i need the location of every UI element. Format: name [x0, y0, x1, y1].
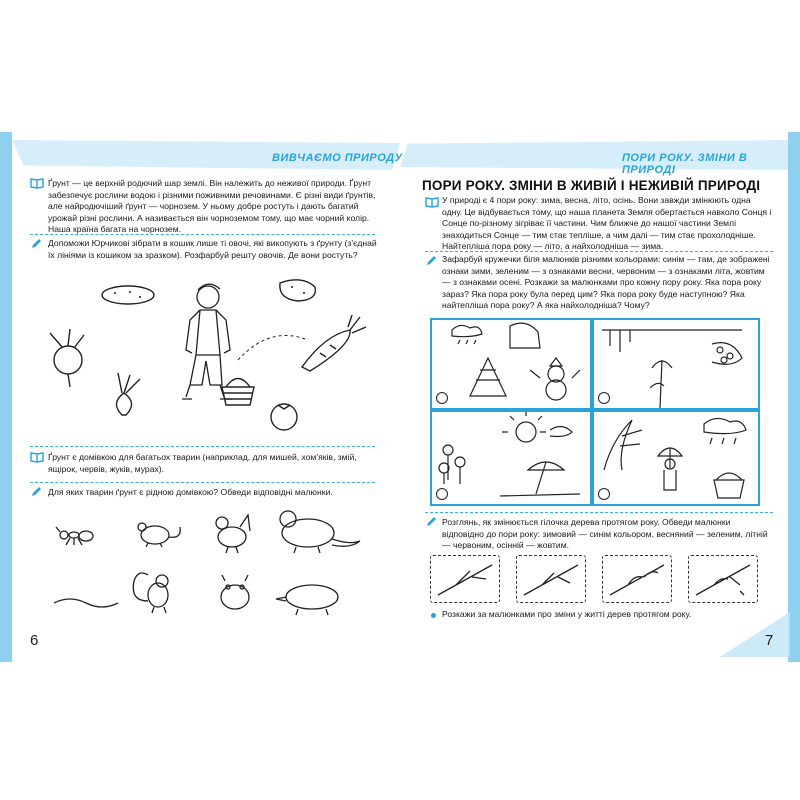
seasons-illustration	[430, 318, 760, 506]
potato-image	[280, 280, 316, 301]
ant-image	[56, 527, 93, 545]
pencil-icon	[425, 516, 437, 528]
pencil-icon	[30, 238, 42, 250]
page-number: 6	[30, 632, 39, 649]
autumn-color-circle[interactable]	[598, 488, 610, 500]
divider	[30, 446, 375, 447]
left-task1-text: Допоможи Юрчикові зібрати в кошик лише ті овочі, які викопують з ґрунту (з'єднай їх лініями із кошиком за зразком). Розфарбуй решту овочів. Де вони ростуть?	[48, 238, 377, 260]
beaver-image	[280, 511, 360, 553]
pencil-icon	[30, 486, 42, 498]
pencil-icon	[425, 255, 437, 267]
pigeon-image	[216, 515, 250, 553]
divider	[425, 251, 773, 252]
left-edge-stripe	[0, 132, 12, 662]
bullet-dot	[431, 613, 436, 618]
divider	[425, 512, 773, 513]
book-icon	[30, 452, 44, 462]
onion-image	[116, 373, 140, 415]
divider	[30, 482, 375, 483]
divider	[30, 234, 375, 235]
mouse-image	[138, 523, 180, 547]
page-number: 7	[765, 632, 774, 649]
vegetables-illustration	[40, 275, 380, 435]
left-header-title: ВИВЧАЄМО ПРИРОДУ	[272, 152, 403, 164]
beet-image	[50, 329, 84, 387]
winter-color-circle[interactable]	[436, 392, 448, 404]
summer-scene	[439, 412, 580, 496]
right-header-title: ПОРИ РОКУ. ЗМІНИ В ПРИРОДІ	[622, 152, 748, 176]
book-icon	[30, 178, 44, 188]
spring-scene	[602, 330, 742, 408]
hamster-image	[221, 575, 249, 609]
left-intro-text: Ґрунт — це верхній родючий шар землі. Він належить до неживої природи. Ґрунт забезпечує рослини водою і різними поживними речовинами. Є різні види ґрунтів, але найродючіший ґрунт — чорнозем. У ньому добре ростуть і дають багатий урожай різні рослини. А називається він чорноземом тому, що має чорний колір. Наша країна багата на чорнозем.	[48, 178, 376, 234]
right-intro-text: У природі є 4 пори року: зима, весна, літо, осінь. Вони завжди змінюють одна одну. Це відбувається тому, що наша планета Земля обертається навколо Сонця і Сонце по-різному зігріває її частини. Чим ближче до нашої частини Землі знаходиться Сонце — тим стає тепліше, а чим далі — тим стає прохолодніше. Найтепліша пора року — літо, а найхолодніша — зима.	[442, 195, 772, 251]
right-task2-text: Розглянь, як змінюється гілочка дерева протягом року. Обведи малюнки відповідно до пори року: зимовий — синім кольором, весняний — зеленим, літній — червоним, осінній — жовтим.	[442, 517, 768, 550]
mole-image	[276, 585, 338, 615]
boy-image	[182, 284, 232, 399]
sample-connector-line	[238, 336, 308, 361]
right-edge-stripe	[788, 132, 800, 662]
animals-illustration	[50, 505, 380, 625]
cucumber-image	[102, 286, 154, 304]
tomato-image	[271, 404, 297, 430]
squirrel-image	[133, 573, 168, 613]
right-task3-text: Розкажи за малюнками про зміни у житті дерев протягом року.	[442, 609, 692, 619]
winter-scene	[452, 323, 580, 400]
worm-image	[54, 599, 118, 607]
right-task1-text: Зафарбуй кружечки біля малюнків різними кольорами: синім — там, де зображені ознаки зими, зеленим — з ознаками весни, червоним — з ознаками літа, жовтим — з ознаками осені. Розкажи за малюнками про кожну пору року. Яка пора року зараз? Яка пора року була перед цим? Яка пора року буде наступною? Яка найтепліша пора року? А яка найхолодніша? Чому?	[442, 254, 770, 310]
left-task2-text: Для яких тварин ґрунт є рідною домівкою? Обведи відповідні малюнки.	[48, 487, 333, 497]
left-info2-text: Ґрунт є домівкою для багатьох тварин (наприклад, для мишей, хом'яків, змій, ящірок, червів, жуків, мурах).	[48, 452, 357, 474]
branches-illustration	[430, 555, 760, 603]
book-icon	[425, 197, 439, 207]
autumn-scene	[604, 418, 746, 498]
summer-color-circle[interactable]	[436, 488, 448, 500]
spring-color-circle[interactable]	[598, 392, 610, 404]
basket-image	[222, 379, 254, 406]
page-title: ПОРИ РОКУ. ЗМІНИ В ЖИВІЙ І НЕЖИВІЙ ПРИРОДІ	[422, 178, 761, 193]
carrot-image	[302, 315, 366, 371]
